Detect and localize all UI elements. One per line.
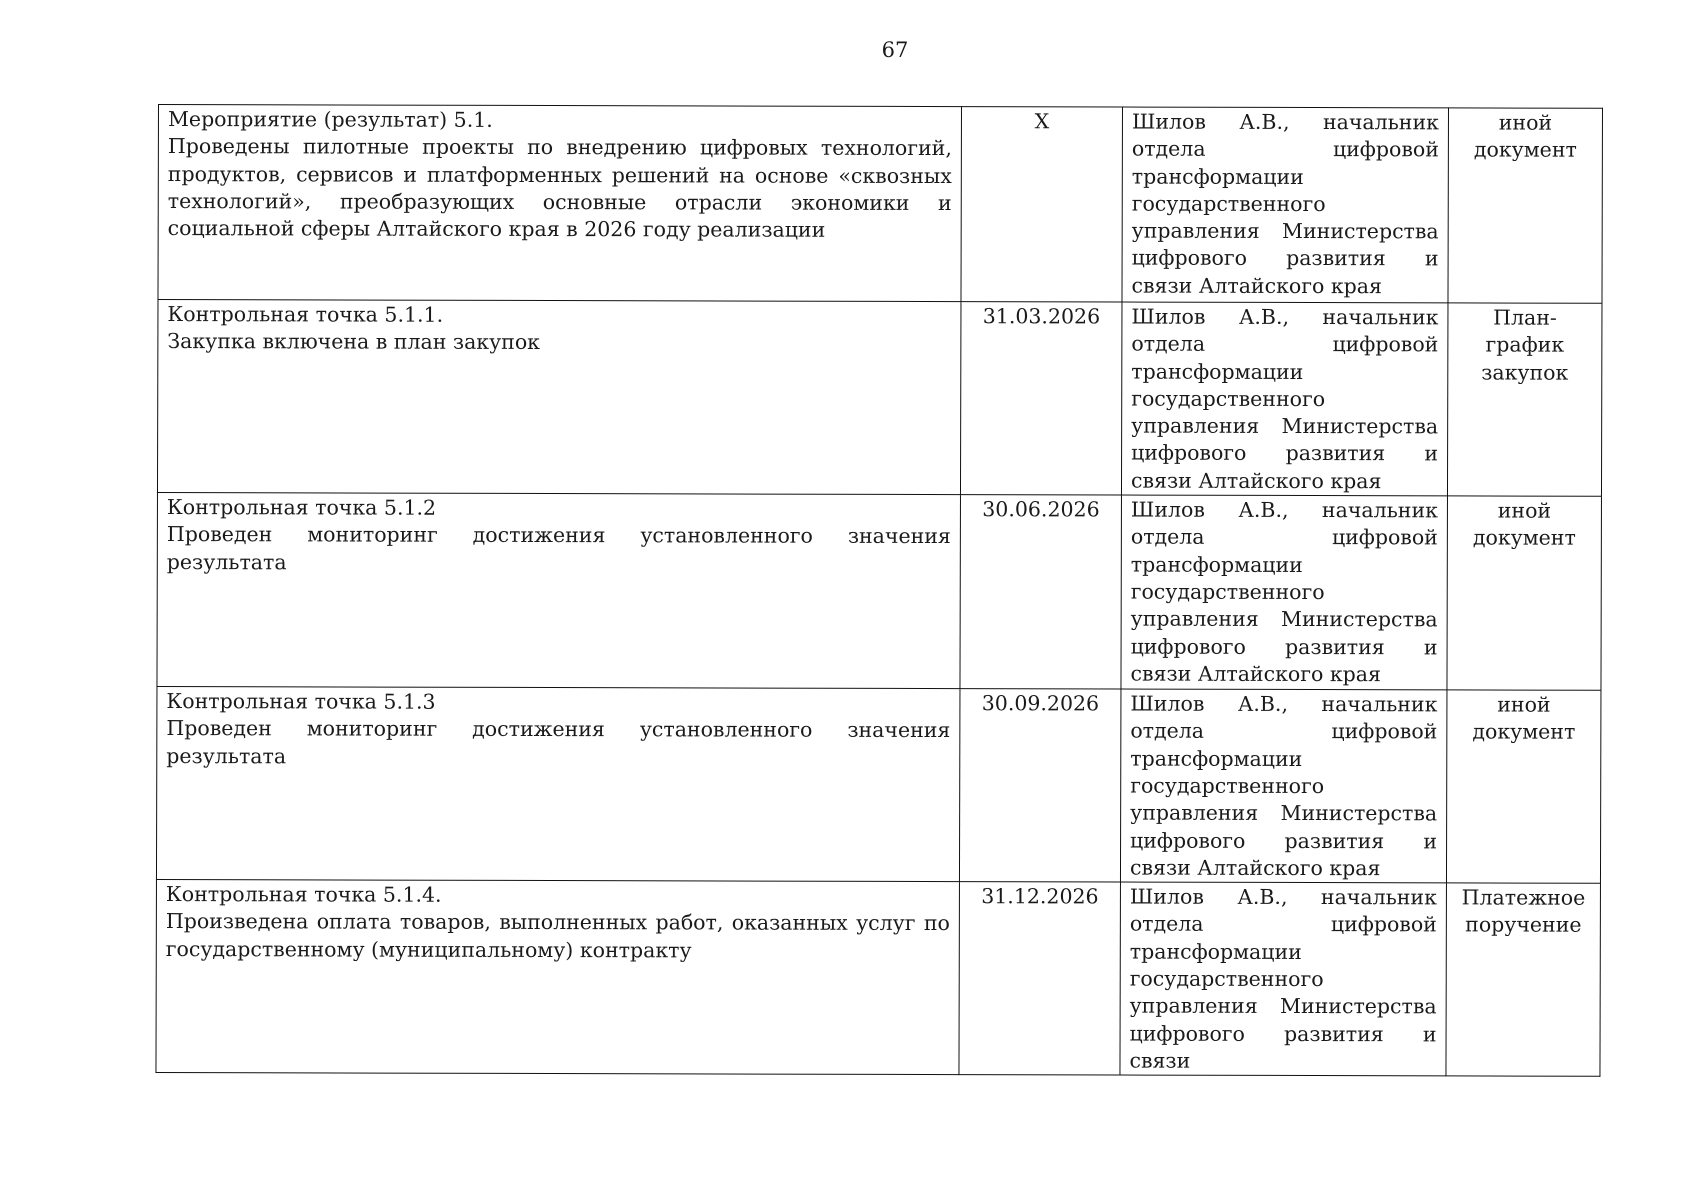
event-title: Контрольная точка 5.1.3 bbox=[166, 689, 436, 714]
event-text: Закупка включена в план закупок bbox=[167, 329, 541, 355]
responsible-cell: Шилов А.В., начальник отдела цифровой трансформации государственного управления Министерства цифрового развития и связи Алтайского края bbox=[1121, 302, 1448, 496]
document-cell: иной документ bbox=[1447, 496, 1602, 690]
document-cell: План-график закупок bbox=[1447, 303, 1602, 496]
event-text: Проведен мониторинг достижения установленного значения результата bbox=[166, 716, 951, 769]
deadline-cell: 31.03.2026 bbox=[960, 302, 1122, 495]
table-row bbox=[156, 687, 1601, 884]
page-number: 67 bbox=[881, 38, 909, 62]
responsible-cell: Шилов А.В., начальник отдела цифровой трансформации государственного управления Министерства цифрового развития и связи Алтайского края bbox=[1122, 107, 1449, 303]
deadline-cell: 31.12.2026 bbox=[959, 882, 1121, 1075]
event-cell bbox=[156, 880, 960, 1075]
event-cell bbox=[157, 300, 961, 495]
document-cell: иной документ bbox=[1446, 690, 1601, 883]
control-points-table bbox=[155, 104, 1603, 1077]
event-title: Контрольная точка 5.1.4. bbox=[165, 882, 442, 907]
responsible-cell: Шилов А.В., начальник отдела цифровой трансформации государственного управления Министерства цифрового развития и связи Алтайского края bbox=[1121, 495, 1448, 690]
responsible-cell: Шилов А.В., начальник отдела цифровой трансформации государственного управления Министерства цифрового развития и связи bbox=[1120, 882, 1447, 1076]
event-text: Проведен мониторинг достижения установленного значения результата bbox=[166, 522, 951, 575]
document-cell: Платежное поручение bbox=[1446, 883, 1601, 1076]
event-cell bbox=[157, 493, 961, 689]
table-row bbox=[157, 493, 1602, 691]
event-text: Произведена оплата товаров, выполненных работ, оказанных услуг по государственному (муниципальному) контракту bbox=[165, 909, 950, 963]
deadline-cell: X bbox=[961, 107, 1123, 302]
table-row bbox=[156, 880, 1601, 1077]
event-title: Мероприятие (результат) 5.1. bbox=[167, 107, 493, 132]
event-cell bbox=[156, 687, 960, 882]
document-cell: иной документ bbox=[1448, 108, 1603, 303]
deadline-cell: 30.06.2026 bbox=[960, 495, 1122, 689]
responsible-cell: Шилов А.В., начальник отдела цифровой трансформации государственного управления Министерства цифрового развития и связи Алтайского края bbox=[1120, 689, 1447, 883]
event-text: Проведены пилотные проекты по внедрению цифровых технологий, продуктов, сервисов и платформенных решений на основе «сквозных технологий», преобразующих основные отрасли экономики и социальной сферы Алтайского края в 2026 году реализации bbox=[167, 134, 952, 242]
deadline-cell: 30.09.2026 bbox=[959, 689, 1121, 882]
table-row bbox=[157, 300, 1602, 497]
table-row bbox=[158, 105, 1603, 304]
event-title: Контрольная точка 5.1.1. bbox=[167, 302, 444, 327]
event-cell bbox=[158, 105, 962, 302]
event-title: Контрольная точка 5.1.2 bbox=[166, 495, 437, 520]
